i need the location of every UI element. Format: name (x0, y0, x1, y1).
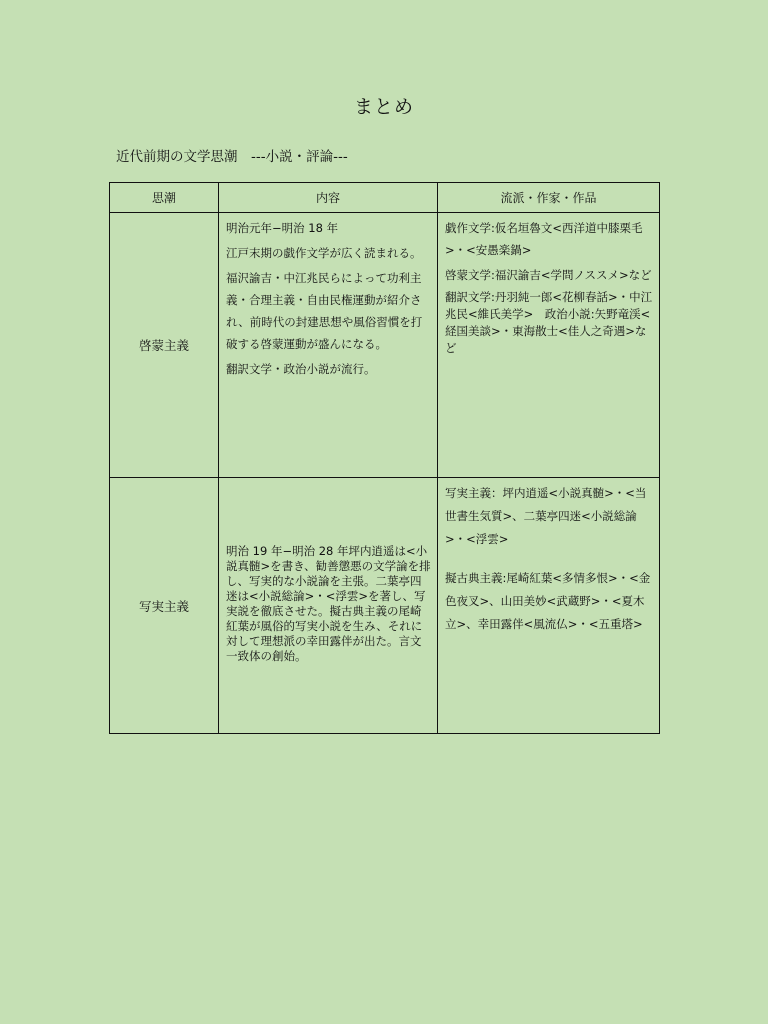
works-paragraph: 翻訳文学:丹羽純一郎<花柳春話>・中江兆民<維氏美学> 政治小説:矢野竜渓<経国美談>・東海散士<佳人之奇遇>など (445, 290, 653, 355)
works-cell (438, 478, 660, 734)
thought-name: 写実主義 (110, 478, 219, 734)
content-paragraph: 明治 19 年−明治 28 年坪内逍遥は<小説真髄>を書き、勧善懲悪の文学論を排し、写実的な小説論を主張。二葉亭四迷は<小説総論>・<浮雲>を著し、写実説を徹底させた。擬古典主義の尾崎紅葉が風俗的写実小説を生み、それに対して理想派の幸田露伴が出た。言文一致体の創始。 (226, 544, 431, 663)
works-paragraph: 擬古典主義:尾崎紅葉<多情多恨>・<金色夜叉>、山田美妙<武蔵野>・<夏木立>、幸田露伴<風流仏>・<五重塔> (445, 571, 651, 631)
works-paragraph: 戯作文学:仮名垣魯文<西洋道中膝栗毛>・<安愚楽鍋> (445, 221, 643, 257)
works-cell (438, 213, 660, 478)
content-paragraph: 明治元年−明治 18 年 (226, 221, 339, 235)
content-paragraph: 福沢諭吉・中江兆民らによって功利主義・合理主義・自由民権運動が紹介され、前時代の封建思想や風俗習慣を打破する啓蒙運動が盛んになる。 (226, 271, 423, 351)
works-paragraph: 啓蒙文学:福沢諭吉<学問ノススメ>など (445, 268, 652, 282)
table-row (110, 213, 660, 478)
summary-table (109, 182, 660, 734)
content-paragraph: 江戸末期の戯作文学が広く読まれる。 (226, 246, 422, 260)
page-title: まとめ (353, 96, 414, 118)
header-thought: 思潮 (110, 183, 219, 213)
works-paragraph: 写実主義：坪内逍遥<小説真髄>・<当世書生気質>、二葉亭四迷<小説総論>・<浮雲> (445, 486, 647, 546)
header-content: 内容 (219, 183, 438, 213)
section-subtitle: 近代前期の文学思潮 ---小説・評論--- (116, 149, 348, 165)
content-cell (219, 213, 438, 478)
table-header-row (110, 183, 660, 213)
content-cell (219, 478, 438, 734)
header-works: 流派・作家・作品 (438, 183, 660, 213)
thought-name: 啓蒙主義 (110, 213, 219, 478)
content-paragraph: 翻訳文学・政治小説が流行。 (226, 362, 376, 376)
table-row (110, 478, 660, 734)
